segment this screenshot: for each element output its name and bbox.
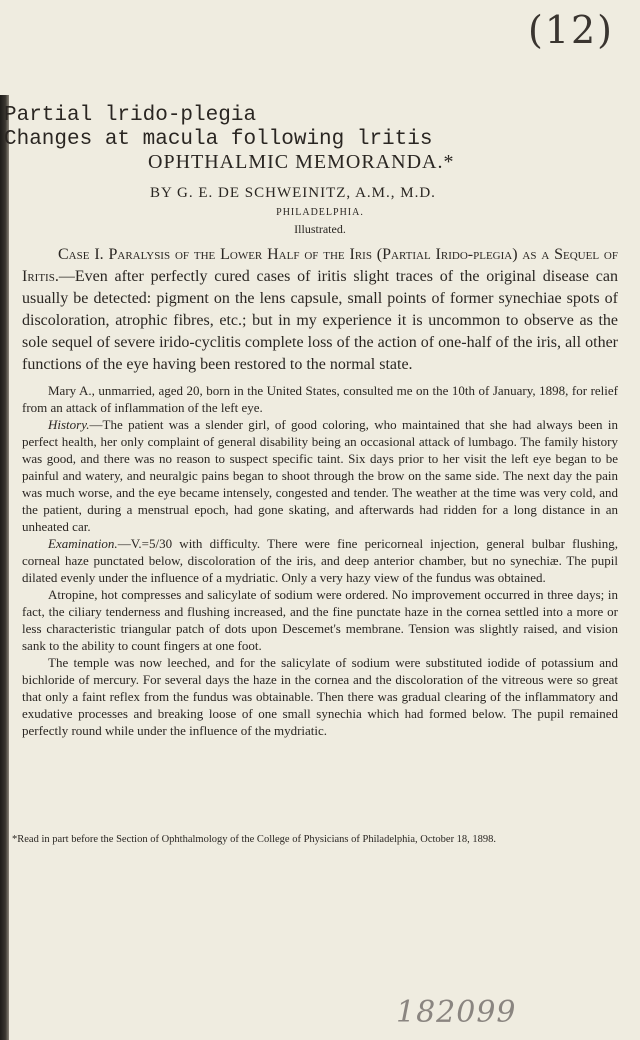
case-lead-paragraph <box>22 244 618 376</box>
document-title: OPHTHALMIC MEMORANDA.* <box>148 151 455 173</box>
case-lead-text: —Even after perfectly cured cases of iritis slight traces of the original disease can usually be detected: pigment on the lens capsule, small points of former synechiae spots of discoloration, atrophic fibres, etc.; but in my experience it is uncommon to observe as the sole sequel of severe irido-cyclitis complete loss of the action of one-half of the iris, all other functions of the eye having been restored to the normal state. <box>22 268 618 373</box>
typed-annotation-line-2: Changes at macula following lritis <box>4 128 433 151</box>
paragraph-progress: The temple was now leeched, and for the salicylate of sodium were substituted iodide of potassium and bichloride of mercury. For several days the haze in the cornea and the discoloration of the vitreous were so great that only a faint reflex from the fundus was obtainable. Then there was gradual clearing of the inflammatory and exudative processes and breaking loose of one small synechia which had formed below. The pupil remained perfectly round while under the influence of the mydriatic. <box>22 655 618 738</box>
paragraph-patient: Mary A., unmarried, aged 20, born in the United States, consulted me on the 10th of January, 1898, for relief from an attack of inflammation of the left eye. <box>22 383 618 415</box>
typed-annotation-line-1: Partial lrido-plegia <box>4 104 257 127</box>
case-heading: Case I. Paralysis of the Lower Half of the Iris (Partial Irido-plegia) as a Sequel of Iritis. <box>22 246 618 285</box>
paragraph-history <box>22 416 618 535</box>
paragraph-treatment: Atropine, hot compresses and salicylate of sodium were ordered. No improvement occurred in three days; in fact, the ciliary tenderness and flushing increased, and the fine punctate haze in the cornea settled into a more or less characteristic triangular patch of dots upon Descemet's membrane. Tension was slightly raised, and vision sank to the ability to count fingers at one foot. <box>22 587 618 653</box>
history-label: History. <box>48 417 90 432</box>
illustrated-note: Illustrated. <box>294 222 346 236</box>
body-text <box>22 244 618 739</box>
handwritten-page-mark: (12) <box>528 8 615 52</box>
author-location: PHILADELPHIA. <box>276 207 364 218</box>
footnote: *Read in part before the Section of Ophthalmology of the College of Physicians of Philadelphia, October 18, 1898. <box>12 834 497 845</box>
examination-text: —V.=5/30 with difficulty. There were fine pericorneal injection, general bulbar flushing, corneal haze punctated below, discoloration of the iris, and deep anterior chamber, but no synechiæ. The pupil dilated evenly under the influence of a mydriatic. Only a very hazy view of the fundus was obtained. <box>22 536 618 585</box>
history-text: —The patient was a slender girl, of good coloring, who maintained that she had always been in perfect health, her only complaint of general disability being an occasional attack of lumbago. The family history was good, and there was no reason to suspect specific taint. Six days prior to her visit the left eye began to be painful and watery, and neuralgic pains began to shoot through the brow on the same side. The next day the pain was much worse, and the eye became intensely, congested and tender. The weather at the time was very cold, and the patient, during a menstrual epoch, had gone skating, and afterwards had ridden for a long distance in an unheated car. <box>22 417 618 534</box>
examination-label: Examination. <box>48 536 118 551</box>
paragraph-examination <box>22 535 618 586</box>
handwritten-accession-number: 182099 <box>396 995 517 1030</box>
author-byline: BY G. E. DE SCHWEINITZ, A.M., M.D. <box>150 185 436 201</box>
